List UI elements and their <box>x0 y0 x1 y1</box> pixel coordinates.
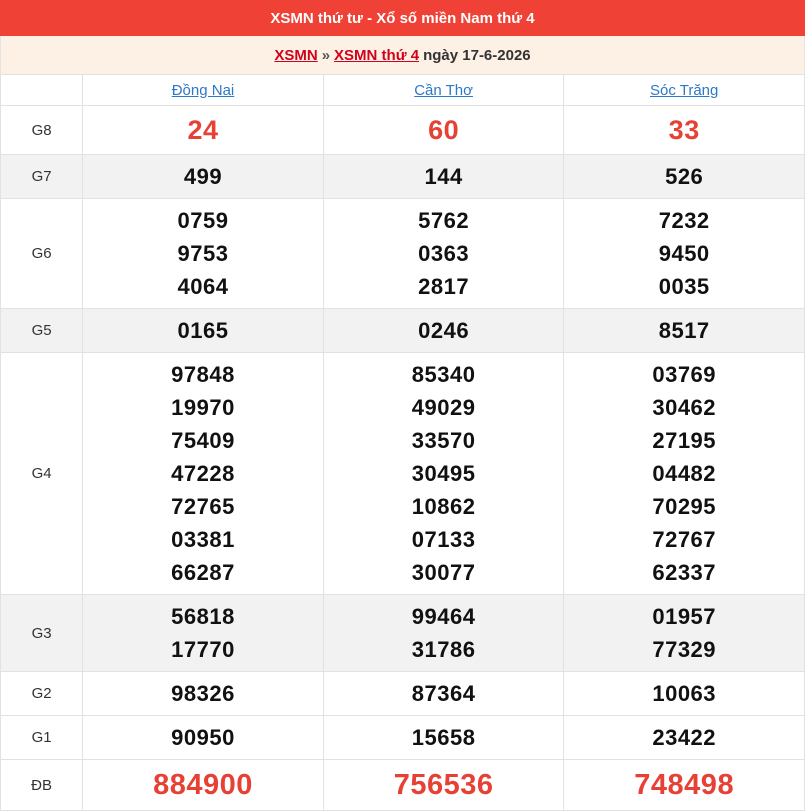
prize-label: G7 <box>1 155 83 199</box>
lottery-number: 756536 <box>393 768 494 801</box>
lottery-number: 62337 <box>652 560 717 585</box>
province-header <box>83 75 324 106</box>
draw-date: ngày 17-6-2026 <box>423 46 531 64</box>
prize-cell <box>83 309 324 353</box>
prize-cell <box>83 760 324 811</box>
lottery-number: 27195 <box>652 428 717 453</box>
lottery-number: 03381 <box>171 527 235 552</box>
lottery-number: 24 <box>187 114 219 145</box>
prize-label: G2 <box>1 672 83 716</box>
lottery-number: 2817 <box>418 274 470 299</box>
prize-cell <box>564 672 805 716</box>
lottery-number: 30495 <box>411 461 476 486</box>
lottery-number: 8517 <box>658 318 710 343</box>
prize-cell <box>564 595 805 672</box>
prize-cell <box>323 199 564 309</box>
lottery-number: 01957 <box>652 604 717 629</box>
prize-row-g4 <box>1 353 805 595</box>
lottery-number: 748498 <box>634 768 735 801</box>
prize-row-g2 <box>1 672 805 716</box>
prize-cell <box>83 199 324 309</box>
prize-cell <box>564 106 805 155</box>
province-header <box>323 75 564 106</box>
results-table <box>0 74 805 811</box>
lottery-number: 144 <box>424 164 463 189</box>
prize-row-g8 <box>1 106 805 155</box>
lottery-number: 60 <box>428 114 460 145</box>
breadcrumb <box>0 36 805 74</box>
prize-label: G3 <box>1 595 83 672</box>
lottery-number: 7232 <box>658 208 710 233</box>
prize-cell <box>83 353 324 595</box>
prize-cell <box>564 760 805 811</box>
lottery-number: 85340 <box>411 362 476 387</box>
prize-cell <box>83 155 324 199</box>
prize-cell <box>83 106 324 155</box>
prize-cell <box>323 353 564 595</box>
lottery-number: 0363 <box>418 241 470 266</box>
lottery-number: 31786 <box>411 637 476 662</box>
lottery-number: 72767 <box>652 527 717 552</box>
prize-cell <box>83 716 324 760</box>
prize-row-g6 <box>1 199 805 309</box>
lottery-number: 4064 <box>177 274 229 299</box>
prize-cell <box>323 106 564 155</box>
province-header-row <box>1 75 805 106</box>
breadcrumb-link-xsmn[interactable]: XSMN <box>274 46 318 64</box>
lottery-number: 49029 <box>411 395 476 420</box>
lottery-number: 33 <box>668 114 700 145</box>
prize-cell <box>323 155 564 199</box>
lottery-number: 04482 <box>652 461 717 486</box>
prize-row-g1 <box>1 716 805 760</box>
lottery-number: 0035 <box>658 274 710 299</box>
prize-cell <box>323 595 564 672</box>
prize-cell <box>323 760 564 811</box>
breadcrumb-separator: » <box>321 46 331 64</box>
lottery-number: 30077 <box>411 560 476 585</box>
prize-cell <box>564 353 805 595</box>
prize-cell <box>323 716 564 760</box>
prize-row-g7 <box>1 155 805 199</box>
lottery-number: 10063 <box>652 681 717 706</box>
lottery-number: 87364 <box>411 681 476 706</box>
lottery-number: 72765 <box>171 494 235 519</box>
province-link-can-tho[interactable]: Cần Thơ <box>414 81 473 99</box>
lottery-number: 9450 <box>658 241 710 266</box>
lottery-number: 99464 <box>411 604 476 629</box>
province-header <box>564 75 805 106</box>
prize-rows <box>1 106 805 811</box>
prize-label: G8 <box>1 106 83 155</box>
prize-label: ĐB <box>1 760 83 811</box>
prize-cell <box>564 716 805 760</box>
prize-cell <box>83 672 324 716</box>
page-title: XSMN thứ tư - Xổ số miền Nam thứ 4 <box>0 0 805 36</box>
prize-cell <box>564 199 805 309</box>
lottery-number: 77329 <box>652 637 717 662</box>
lottery-number: 884900 <box>153 768 253 801</box>
lottery-number: 0759 <box>177 208 229 233</box>
lottery-number: 97848 <box>171 362 235 387</box>
prize-label: G6 <box>1 199 83 309</box>
prize-cell <box>83 595 324 672</box>
lottery-number: 90950 <box>171 725 235 750</box>
lottery-number: 17770 <box>171 637 235 662</box>
lottery-number: 07133 <box>411 527 476 552</box>
province-link-soc-trang[interactable]: Sóc Trăng <box>650 81 719 99</box>
lottery-number: 56818 <box>171 604 235 629</box>
lottery-number: 19970 <box>171 395 235 420</box>
lottery-number: 9753 <box>177 241 229 266</box>
lottery-number: 98326 <box>171 681 235 706</box>
lottery-number: 0246 <box>418 318 470 343</box>
lottery-number: 10862 <box>411 494 476 519</box>
lottery-number: 03769 <box>652 362 717 387</box>
lottery-number: 70295 <box>652 494 717 519</box>
lottery-number: 5762 <box>418 208 470 233</box>
lottery-number: 33570 <box>411 428 476 453</box>
prize-row-db <box>1 760 805 811</box>
prize-cell <box>323 672 564 716</box>
prize-row-g3 <box>1 595 805 672</box>
lottery-number: 15658 <box>411 725 476 750</box>
prize-cell <box>564 155 805 199</box>
lottery-number: 23422 <box>652 725 717 750</box>
prize-cell <box>564 309 805 353</box>
lottery-number: 66287 <box>171 560 235 585</box>
header-corner <box>1 75 83 106</box>
lottery-number: 30462 <box>652 395 717 420</box>
prize-cell <box>323 309 564 353</box>
lottery-number: 75409 <box>171 428 235 453</box>
lottery-number: 499 <box>183 164 223 189</box>
province-link-dong-nai[interactable]: Đồng Nai <box>171 81 235 99</box>
prize-label: G1 <box>1 716 83 760</box>
prize-row-g5 <box>1 309 805 353</box>
lottery-number: 47228 <box>171 461 235 486</box>
breadcrumb-link-xsmn-thu-4[interactable]: XSMN thứ 4 <box>334 46 420 64</box>
prize-label: G5 <box>1 309 83 353</box>
lottery-number: 0165 <box>177 318 229 343</box>
prize-label: G4 <box>1 353 83 595</box>
lottery-number: 526 <box>665 164 704 189</box>
